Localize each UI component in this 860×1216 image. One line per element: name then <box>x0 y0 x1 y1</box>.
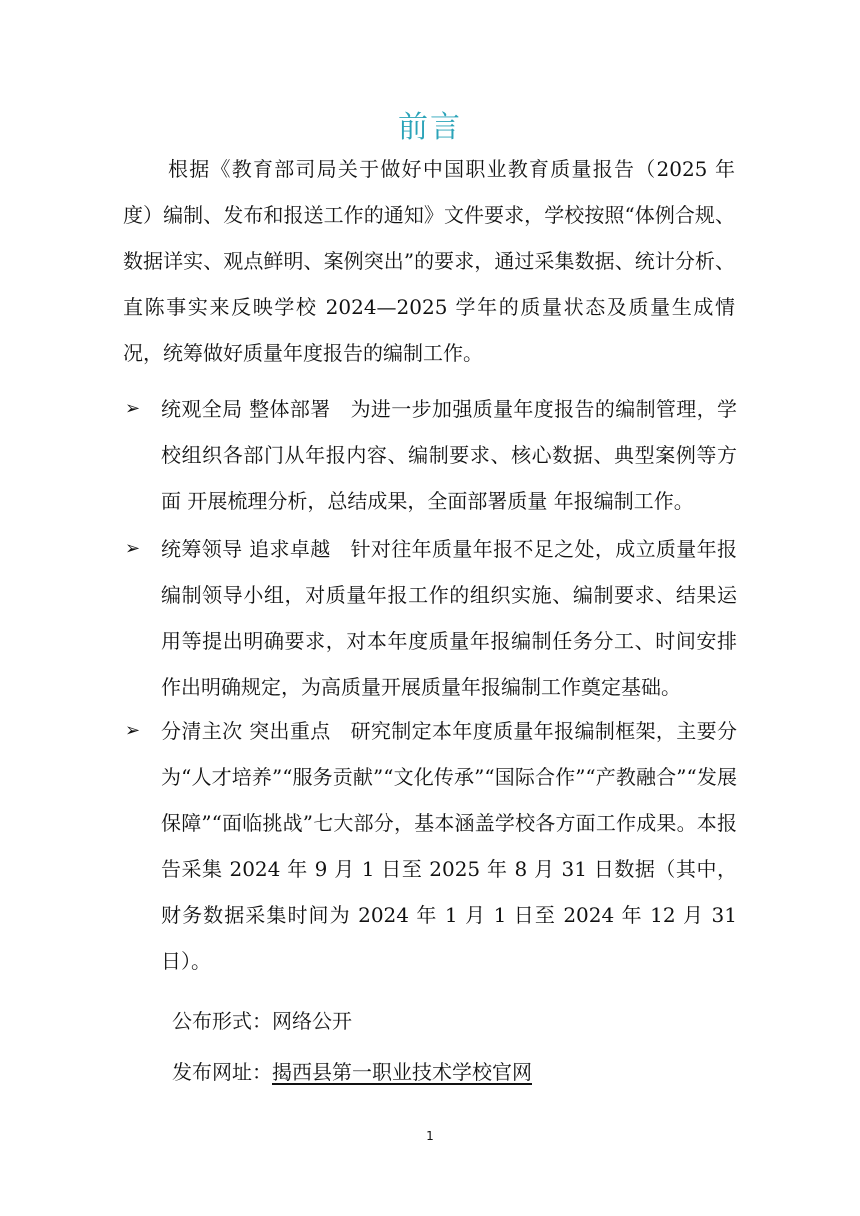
bullet-body: 针对往年质量年报不足之处，成立质量年报编制领导小组，对质量年报工作的组织实施、编制要求、结果运用等提出明确要求，对本年度质量年报编制任务分工、时间安排作出明确规定，为高质量开展质量年报编制工作奠定基础。 <box>161 537 738 699</box>
publish-site-link[interactable]: 揭西县第一职业技术学校官网 <box>272 1060 532 1084</box>
page-number: 1 <box>426 1129 434 1143</box>
publish-site-line <box>172 1054 532 1090</box>
bullet-body: 研究制定本年度质量年报编制框架，主要分为“人才培养”“服务贡献”“文化传承”“国际合作”“产教融合”“发展保障”“面临挑战”七大部分，基本涵盖学校各方面工作成果。本报告采集 2024 年 9 月 1 日至 2025 年 8 月 31 日数据（其中，财务数据采集时间为 2024 年 1 月 1 日至 2024 年 12 月 31 日）。 <box>161 719 738 973</box>
publish-site-label: 发布网址： <box>172 1060 272 1084</box>
intro-paragraph: 根据《教育部司局关于做好中国职业教育质量报告（2025 年度）编制、发布和报送工作的通知》文件要求，学校按照“体例合规、 数据详实、观点鲜明、案例突出”的要求，通过采集数据、统计分析、直陈事实来反映学校 2024—2025 学年的质量状态及质量生成情况，统筹做好质量年度报告的编制工作。 <box>123 157 735 365</box>
arrow-bullet-icon: ➢ <box>125 538 141 559</box>
bullet-item-leadership <box>125 526 737 710</box>
arrow-bullet-icon: ➢ <box>125 720 141 741</box>
bullet-heading: 分清主次 突出重点 <box>161 719 331 743</box>
bullet-paragraph <box>161 708 737 984</box>
bullet-item-priorities <box>125 708 737 984</box>
bullet-heading: 统观全局 整体部署 <box>161 397 331 421</box>
bullet-item-overall-planning <box>125 386 737 524</box>
arrow-bullet-icon: ➢ <box>125 398 141 419</box>
page-title: 前言 <box>398 110 462 145</box>
publish-form-value: 网络公开 <box>272 1009 352 1033</box>
bullet-heading: 统筹领导 追求卓越 <box>161 537 331 561</box>
publish-form-line <box>172 1003 352 1039</box>
bullet-paragraph <box>161 386 737 524</box>
publish-form-label: 公布形式： <box>172 1009 272 1033</box>
bullet-body: 为进一步加强质量年度报告的编制管理，学校组织各部门从年报内容、编制要求、核心数据、典型案例等方面 开展梳理分析，总结成果，全面部署质量 年报编制工作。 <box>161 397 738 513</box>
bullet-paragraph <box>161 526 737 710</box>
